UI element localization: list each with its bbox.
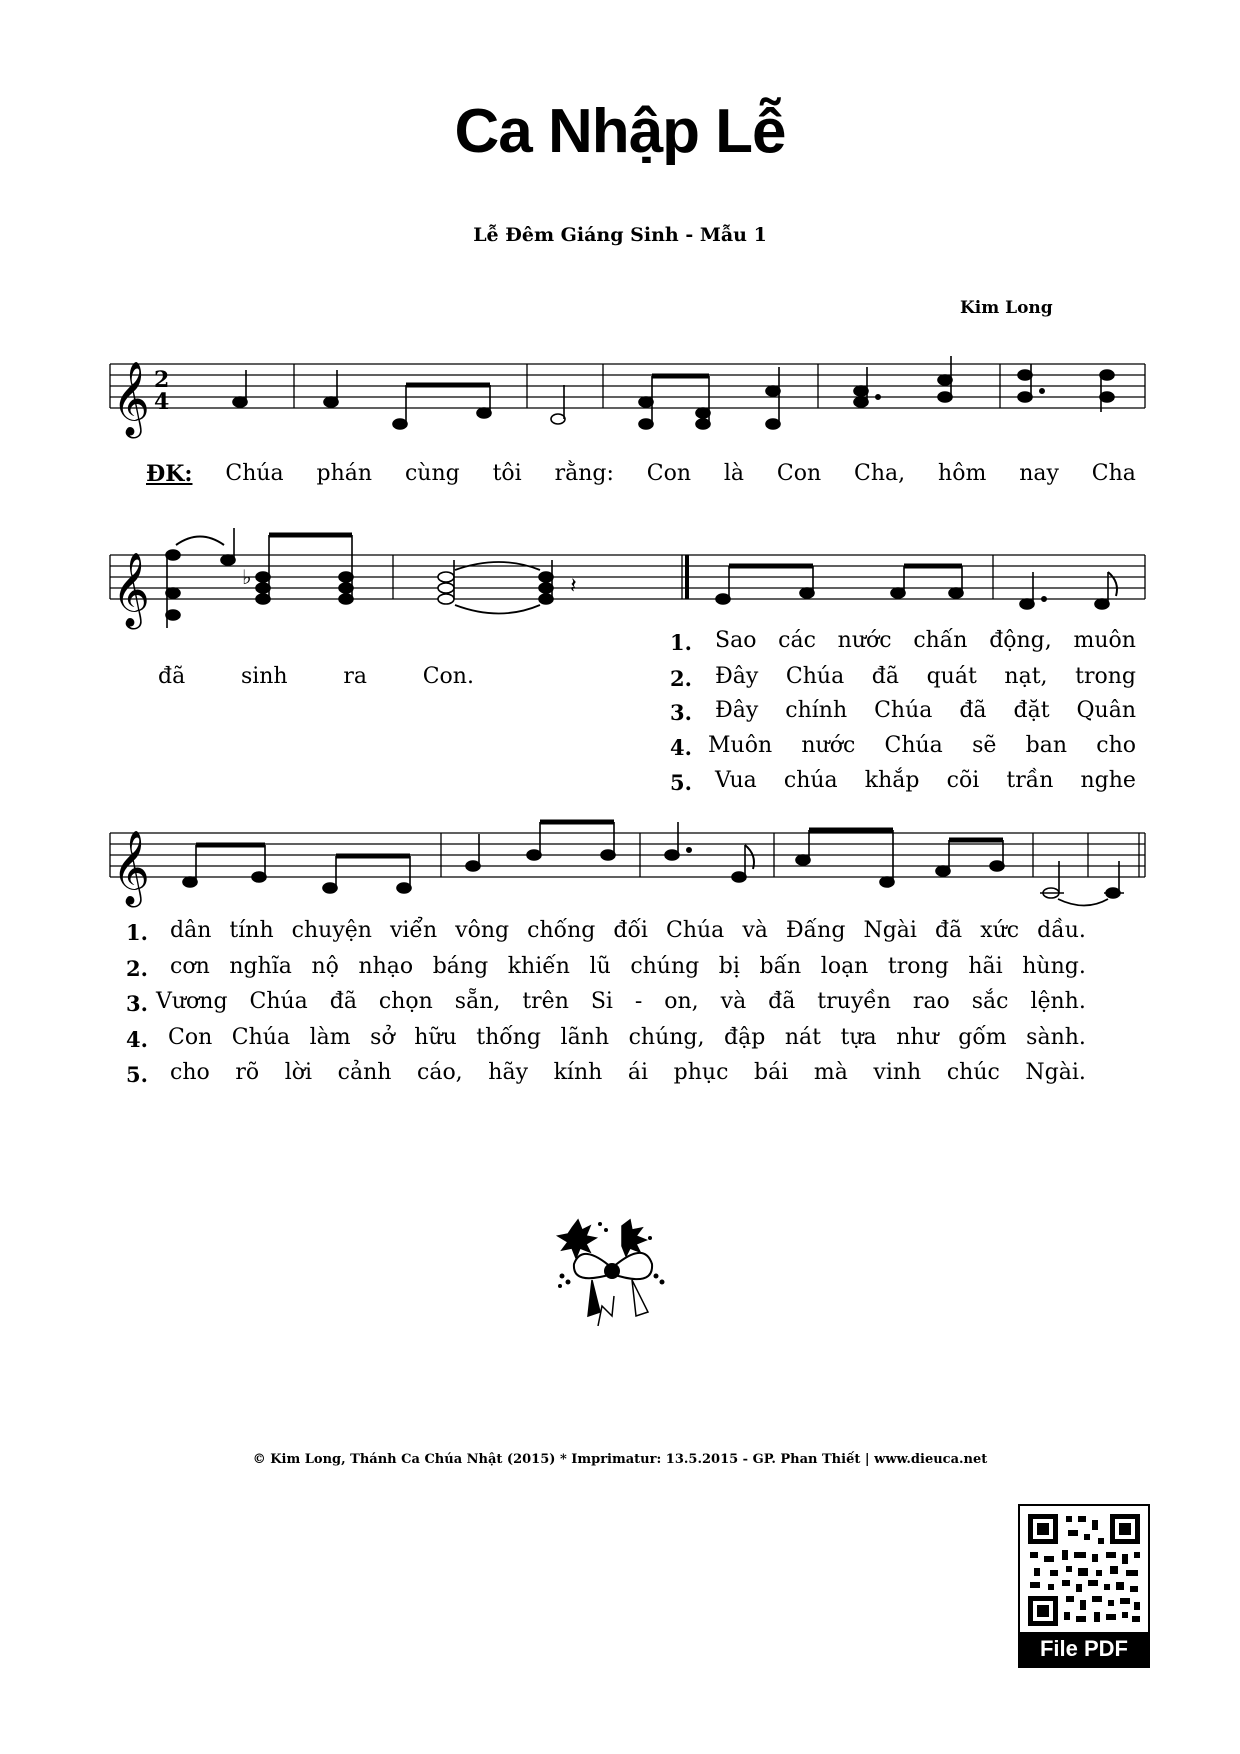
treble-clef-icon: 𝄞 — [112, 831, 150, 905]
lyric-word: Chúa — [874, 698, 933, 723]
treble-clef-icon: 𝄞 — [112, 553, 150, 627]
lyric-word: loạn — [820, 954, 869, 979]
lyric-word: báng — [432, 954, 489, 979]
lyric-word: sành. — [1026, 1025, 1086, 1050]
lyric-word: nghe — [1080, 768, 1136, 793]
lyric-word: khắp — [864, 768, 920, 793]
lyric-word: dầu. — [1037, 918, 1086, 943]
lyric-word: Chúa — [884, 733, 943, 758]
lyric-word: trên — [522, 989, 569, 1014]
time-signature: 2 — [154, 367, 170, 393]
verse-number: 5. — [670, 770, 692, 795]
verse-number: 4. — [670, 735, 692, 760]
lyric-word: Ngài — [863, 918, 917, 943]
lyric-word: cho — [170, 1060, 210, 1085]
lyric-word: Con — [776, 461, 822, 486]
lyric-word: hữu — [414, 1025, 457, 1050]
note — [639, 397, 653, 407]
lyric-word: ra — [343, 664, 367, 689]
lyric-word: Chúa — [666, 918, 725, 943]
lyric-word: kính — [553, 1060, 603, 1085]
lyric-word: cáo, — [417, 1060, 463, 1085]
note — [324, 397, 338, 407]
note — [766, 386, 780, 396]
lyric-word: truyền — [817, 989, 891, 1014]
lyric-word: Con — [646, 461, 691, 486]
lyric-word: đã — [959, 698, 987, 723]
staff-system-2 — [0, 520, 1240, 640]
lyric-word: bái — [754, 1060, 789, 1085]
svg-text:4: 4 — [154, 389, 170, 415]
lyric-word: phán — [316, 461, 373, 486]
lyric-word: Cha — [1091, 461, 1136, 486]
verse-number: 2. — [126, 956, 148, 981]
lyric-word: Chúa — [785, 664, 845, 689]
lyric-word: Chúa — [249, 989, 308, 1014]
lyric-word: Đây — [715, 664, 759, 689]
lyric-word: cùng — [404, 461, 460, 486]
lyric-word: đối — [613, 918, 648, 943]
lyric-word: chúa — [783, 768, 838, 793]
note — [551, 414, 565, 424]
svg-text:♭: ♭ — [242, 565, 252, 589]
lyric-word: nghĩa — [229, 954, 292, 979]
page-title: Ca Nhập Lễ — [454, 97, 786, 166]
copyright-footer: © Kim Long, Thánh Ca Chúa Nhật (2015) * Imprimatur: 13.5.2015 - GP. Phan Thiết | www.dieuca.net — [252, 1452, 988, 1467]
page-subtitle: Lễ Đêm Giáng Sinh - Mẫu 1 — [473, 224, 767, 246]
lyric-word: sẵn, — [454, 989, 501, 1014]
lyric-word: cho — [1096, 733, 1136, 758]
lyric-word: đã — [329, 989, 357, 1014]
lyric-word: nát — [784, 1025, 821, 1050]
lyric-word: thống — [476, 1025, 542, 1050]
lyric-word: tôi — [492, 461, 522, 486]
lyric-word: Ngài. — [1025, 1060, 1086, 1085]
note — [233, 397, 247, 407]
lyric-word: rao — [912, 989, 950, 1014]
lyric-word: Muôn — [708, 733, 773, 758]
lyric-word: nước — [801, 733, 856, 758]
note — [1100, 370, 1114, 380]
lyric-word: mà — [813, 1060, 848, 1085]
lyric-word: là — [723, 461, 745, 486]
lyric-word: trong — [887, 954, 949, 979]
composer-name: Kim Long — [960, 298, 1053, 318]
lyric-word: bị — [718, 954, 740, 979]
lyric-word: động, — [989, 628, 1052, 653]
verse-number: 4. — [126, 1027, 148, 1052]
lyric-word: sở — [370, 1025, 395, 1050]
lyric-word: cơn — [170, 954, 210, 979]
lyric-word: trần — [1006, 768, 1054, 793]
lyric-word: khiến — [507, 954, 570, 979]
lyric-word: dân — [170, 918, 212, 943]
lyric-word: ái — [627, 1060, 649, 1085]
lyric-word: chính — [785, 698, 848, 723]
lyric-word: vông — [455, 918, 510, 943]
lyric-word: tựa — [840, 1025, 877, 1050]
lyric-word: Đấng — [785, 918, 846, 943]
holly-bow-icon — [552, 1216, 672, 1326]
lyric-word: nhạo — [358, 954, 414, 979]
lyric-word: như — [896, 1025, 939, 1050]
lyric-word: Chúa — [231, 1025, 291, 1050]
verse-number: 3. — [126, 991, 148, 1016]
lyric-word: đập — [724, 1025, 766, 1050]
lyric-word: Quân — [1076, 698, 1136, 723]
lyric-word: chấn — [913, 628, 968, 653]
verse-number: 1. — [126, 920, 148, 945]
lyric-word: Đây — [715, 698, 759, 723]
note — [854, 386, 868, 396]
lyric-word: trong — [1075, 664, 1136, 689]
lyric-word: các — [778, 628, 816, 653]
lyric-word: chúc — [946, 1060, 1000, 1085]
lyric-word: đã — [934, 918, 963, 943]
lyric-word: phục — [673, 1060, 729, 1085]
note — [938, 375, 952, 385]
lyric-word: rằng: — [554, 461, 614, 486]
lyric-word: hãi — [968, 954, 1003, 979]
lyric-word: lãnh — [560, 1025, 610, 1050]
lyric-word: sắc — [971, 989, 1009, 1014]
lyric-word: Si — [590, 989, 613, 1014]
lyric-word: hôm — [938, 461, 987, 486]
lyric-word: nước — [837, 628, 892, 653]
lyric-word: chống — [527, 918, 596, 943]
qr-code-icon — [1022, 1508, 1146, 1630]
lyric-word: on, — [664, 989, 699, 1014]
lyric-word: cảnh — [337, 1060, 392, 1085]
refrain-lyrics-line-1 — [146, 461, 1136, 487]
lyric-word: - — [634, 989, 643, 1014]
lyric-word: sẽ — [972, 733, 997, 758]
refrain-lyrics-line-2 — [158, 664, 474, 689]
qr-file-pdf-label[interactable]: File PDF — [1020, 1632, 1148, 1666]
lyric-word: đã — [871, 664, 899, 689]
lyric-word: lệnh. — [1030, 989, 1086, 1014]
refrain-label: ĐK: — [146, 461, 193, 487]
note — [393, 419, 407, 429]
staff-system-3 — [0, 800, 1240, 920]
lyric-word: Con — [168, 1025, 213, 1050]
lyric-word: lời — [284, 1060, 313, 1085]
lyric-word: chuyện — [291, 918, 372, 943]
lyric-word: gốm — [958, 1025, 1007, 1050]
note — [1018, 370, 1032, 380]
lyric-word: hãy — [488, 1060, 528, 1085]
treble-clef-icon: 𝄞 — [112, 362, 150, 436]
lyric-word: đã — [158, 664, 186, 689]
lyric-word: xức — [980, 918, 1020, 943]
lyric-word: đã — [768, 989, 796, 1014]
lyric-word: quát — [926, 664, 977, 689]
note — [477, 408, 491, 418]
lyric-word: lũ — [589, 954, 611, 979]
lyric-word: Sao — [715, 628, 757, 653]
lyric-word: Chúa — [225, 461, 284, 486]
lyric-word: viển — [389, 918, 438, 943]
lyric-word: cõi — [946, 768, 980, 793]
lyric-word: chúng, — [628, 1025, 705, 1050]
staff-system-1 — [0, 340, 1240, 460]
lyric-word: và — [742, 918, 768, 943]
lyric-word: tính — [229, 918, 274, 943]
lyric-word: nộ — [311, 954, 339, 979]
verse-number: 3. — [670, 700, 692, 725]
lyric-word: nạt, — [1004, 664, 1048, 689]
lyric-word: Vương — [156, 989, 228, 1014]
qr-code[interactable] — [1018, 1504, 1150, 1668]
verse-number: 2. — [670, 666, 692, 691]
lyric-word: Cha, — [854, 461, 906, 486]
lyric-word: chúng — [630, 954, 700, 979]
lyric-word: hùng. — [1022, 954, 1086, 979]
lyric-word: bấn — [759, 954, 802, 979]
lyric-word: muôn — [1073, 628, 1136, 653]
lyric-word: nay — [1019, 461, 1059, 486]
lyric-word: sinh — [240, 664, 288, 689]
lyric-word: vinh — [873, 1060, 922, 1085]
lyric-word: làm — [309, 1025, 351, 1050]
svg-text:𝄽: 𝄽 — [570, 574, 577, 599]
verse-number: 1. — [670, 630, 692, 655]
note — [696, 408, 710, 418]
lyric-word: chọn — [378, 989, 433, 1014]
lyric-word: đặt — [1013, 698, 1050, 723]
lyric-word: và — [720, 989, 747, 1014]
verse-number: 5. — [126, 1062, 148, 1087]
lyric-word: rõ — [235, 1060, 260, 1085]
lyric-word: Vua — [715, 768, 757, 793]
lyric-word: Con. — [422, 664, 474, 689]
lyric-word: ban — [1025, 733, 1067, 758]
